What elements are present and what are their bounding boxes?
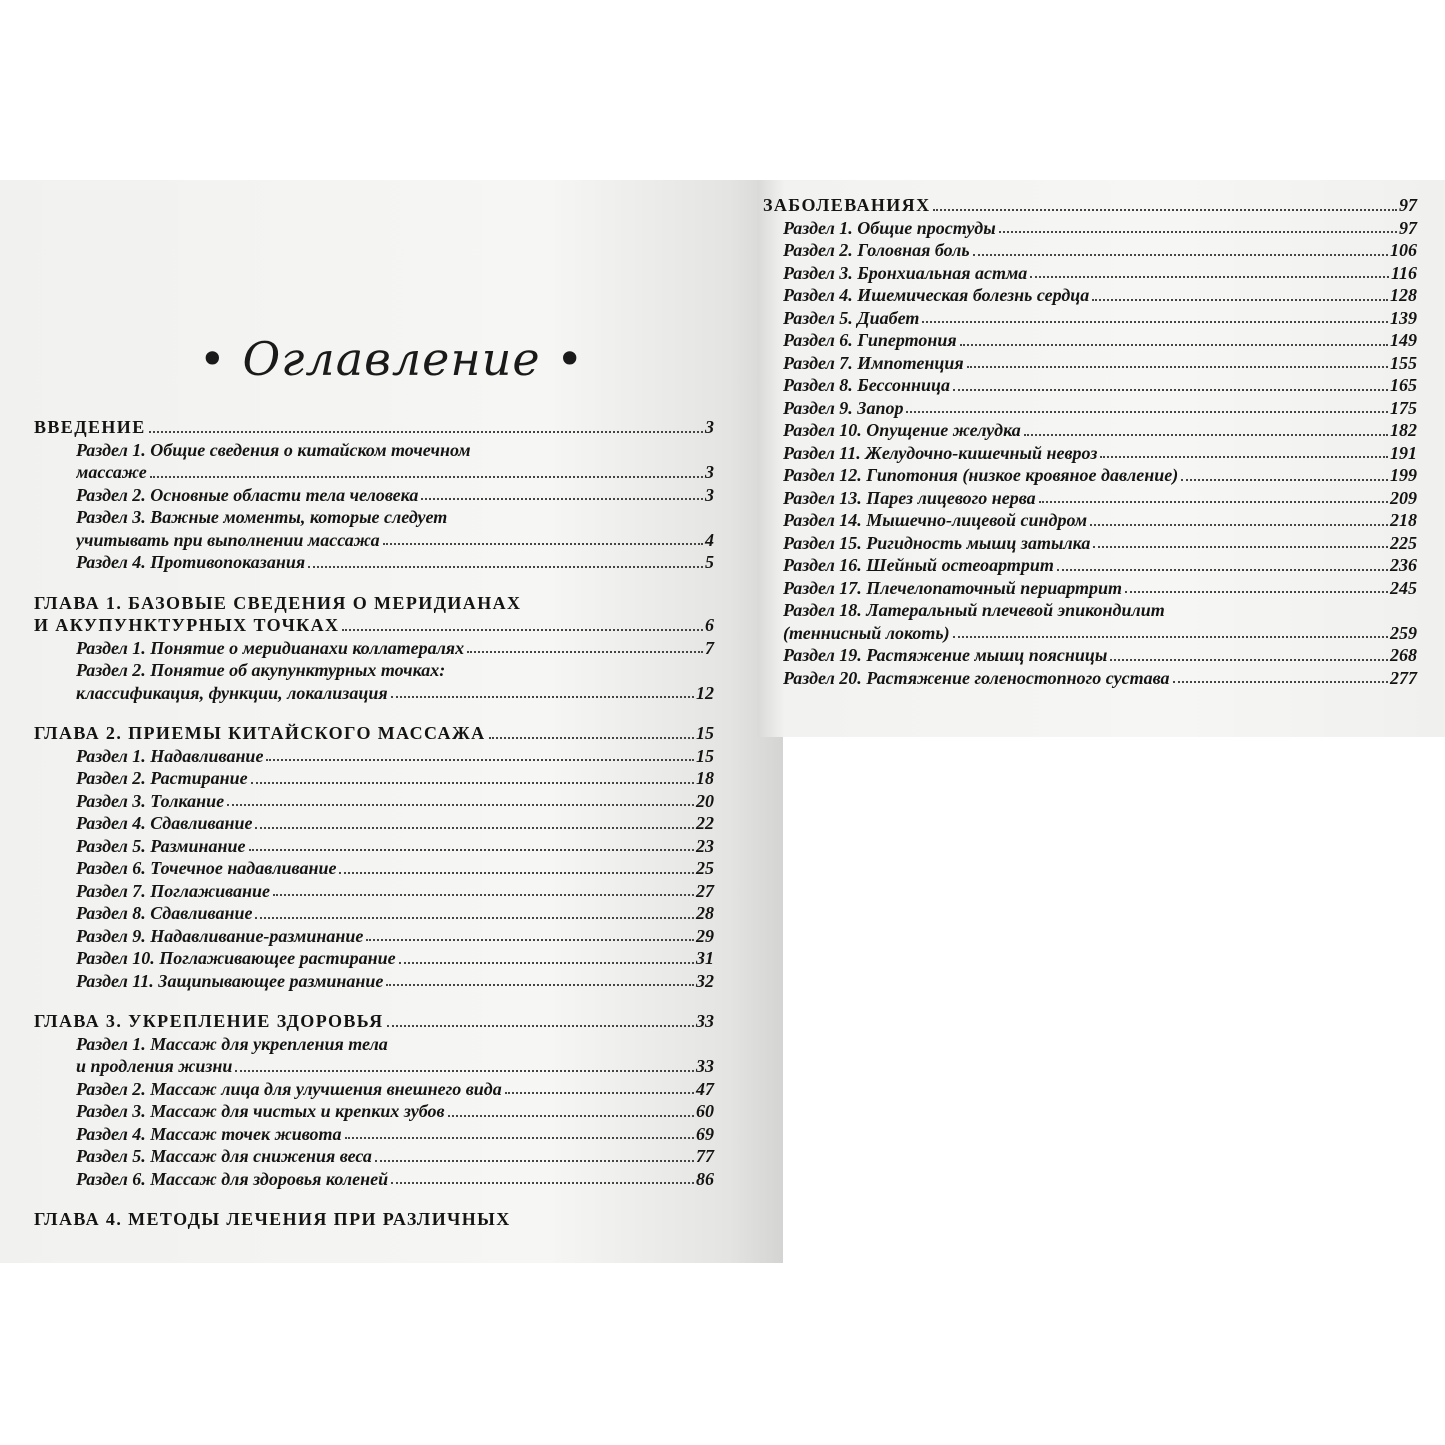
toc-section-entry[interactable] [34,439,714,462]
toc-entry-title: Раздел 11. Желудочно-кишечный невроз [783,442,1098,463]
toc-dot-leader [255,916,694,919]
toc-page-number: 5 [705,552,714,572]
toc-left-column [34,416,714,1231]
toc-page-number: 33 [696,1056,714,1076]
toc-section-entry[interactable] [763,352,1417,375]
toc-section-entry[interactable] [763,464,1417,487]
toc-page-number: 106 [1390,240,1417,260]
toc-section-entry[interactable] [763,644,1417,667]
toc-section-entry[interactable] [34,1168,714,1191]
toc-chapter-heading[interactable] [34,592,714,615]
toc-dot-leader [1024,433,1388,436]
toc-page-number: 12 [696,682,714,703]
toc-section-entry[interactable] [34,1078,714,1101]
toc-entry-title: Раздел 4. Массаж точек живота [76,1123,342,1144]
toc-dot-leader [345,1136,694,1139]
toc-dot-leader [1030,275,1389,278]
toc-dot-leader [1090,523,1388,526]
toc-page-number: 3 [705,417,714,437]
toc-page-number: 259 [1390,622,1417,643]
toc-dot-leader [933,208,1397,211]
toc-entry-title: Раздел 10. Опущение желудка [783,420,1021,440]
toc-entry-title: Раздел 7. Импотенция [783,352,964,373]
toc-dot-leader [391,695,694,698]
toc-section-entry[interactable] [34,970,714,993]
toc-page-number: 225 [1390,532,1417,553]
toc-page-number: 18 [696,768,714,788]
toc-entry-title: Раздел 2. Массаж лица для улучшения внешнего вида [76,1078,502,1099]
toc-page-number: 245 [1390,577,1417,598]
toc-entry-title: Раздел 3. Массаж для чистых и крепких зубов [76,1101,445,1121]
toc-page-number: 3 [705,462,714,482]
toc-section-entry[interactable] [763,509,1417,532]
toc-dot-leader [1093,545,1388,548]
toc-entry-title: Раздел 15. Ригидность мышц затылка [783,532,1091,553]
toc-dot-leader [249,848,694,851]
toc-entry-title: Раздел 14. Мышечно-лицевой синдром [783,510,1088,530]
toc-dot-leader [342,628,703,631]
toc-entry-title: ЗАБОЛЕВАНИЯХ [763,195,931,215]
toc-page-number: 47 [696,1078,714,1099]
toc-section-entry[interactable] [34,637,714,660]
toc-dot-leader [953,635,1388,638]
toc-section-entry[interactable] [34,947,714,970]
toc-section-entry[interactable] [34,506,714,529]
toc-dot-leader [922,320,1388,323]
toc-page-number: 27 [696,880,714,901]
toc-section-entry[interactable] [34,1100,714,1123]
toc-section-entry[interactable] [763,442,1417,465]
toc-entry-title: Раздел 1. Понятие о меридианахи коллатералях [76,637,465,658]
toc-gap [34,574,714,592]
toc-entry-title: Раздел 3. Важные моменты, которые следует [76,507,448,527]
toc-section-entry[interactable] [763,217,1417,240]
toc-page-number: 29 [696,925,714,946]
toc-section-entry[interactable] [763,667,1417,690]
toc-entry-title: Раздел 9. Запор [783,397,904,418]
toc-entry-title: ГЛАВА 4. МЕТОДЫ ЛЕЧЕНИЯ ПРИ РАЗЛИЧНЫХ [34,1209,511,1229]
toc-section-entry[interactable] [34,902,714,925]
toc-section-entry[interactable] [34,1055,714,1078]
toc-entry-title: Раздел 7. Поглаживание [76,880,271,901]
toc-page-number: 25 [696,858,714,878]
toc-entry-title: Раздел 5. Массаж для снижения веса [76,1146,372,1166]
toc-right-column [763,194,1417,689]
toc-page-number: 86 [696,1168,714,1189]
toc-dot-leader [973,253,1388,256]
toc-entry-title: Раздел 4. Сдавливание [76,813,253,833]
toc-dot-leader [999,230,1397,233]
toc-page-number: 20 [696,790,714,811]
toc-entry-title: Раздел 11. Защипывающее разминание [76,970,384,991]
toc-chapter-heading[interactable] [34,614,714,637]
toc-section-entry[interactable] [34,682,714,705]
toc-section-entry[interactable] [763,419,1417,442]
toc-section-entry[interactable] [763,284,1417,307]
toc-section-entry[interactable] [34,880,714,903]
toc-dot-leader [1100,455,1388,458]
toc-chapter-heading[interactable] [34,1208,714,1231]
toc-dot-leader [1039,500,1388,503]
toc-section-entry[interactable] [763,554,1417,577]
toc-entry-title: Раздел 1. Общие простуды [783,217,996,238]
toc-dot-leader [906,410,1388,413]
toc-section-entry[interactable] [34,745,714,768]
toc-dot-leader [308,565,703,568]
toc-section-entry[interactable] [34,767,714,790]
toc-page-number: 28 [696,903,714,923]
toc-dot-leader [505,1091,694,1094]
toc-entry-title: Раздел 2. Понятие об акупунктурных точках: [76,660,446,680]
toc-page-number: 218 [1390,510,1417,530]
toc-entry-title: ВВЕДЕНИЕ [34,417,146,437]
toc-page-number: 155 [1390,352,1417,373]
toc-section-entry[interactable] [763,329,1417,352]
toc-section-entry[interactable] [34,529,714,552]
toc-page-number: 7 [705,637,714,658]
toc-section-entry[interactable] [34,1145,714,1168]
toc-dot-leader [255,826,694,829]
toc-section-entry[interactable] [34,812,714,835]
toc-dot-leader [1092,298,1388,301]
toc-page-number: 6 [705,615,714,635]
toc-entry-title: Раздел 19. Растяжение мышц поясницы [783,645,1108,665]
toc-entry-title: Раздел 2. Растирание [76,768,248,788]
toc-entry-title: и продления жизни [76,1056,233,1076]
toc-dot-leader [421,497,703,500]
toc-entry-title: Раздел 9. Надавливание-разминание [76,925,364,946]
toc-entry-title: Раздел 4. Ишемическая болезнь сердца [783,285,1090,305]
toc-dot-leader [489,736,694,739]
toc-gap [34,1190,714,1208]
toc-page-number: 22 [696,813,714,833]
toc-dot-leader [1181,478,1388,481]
toc-page-number: 182 [1390,420,1417,440]
toc-page-number: 139 [1390,307,1417,328]
toc-entry-title: Раздел 6. Точечное надавливание [76,858,337,878]
toc-page-number: 15 [696,745,714,766]
toc-page-number: 3 [705,484,714,505]
toc-dot-leader [1125,590,1388,593]
toc-page-number: 60 [696,1101,714,1121]
toc-dot-leader [467,650,703,653]
toc-section-entry[interactable] [763,374,1417,397]
toc-page-number: 209 [1390,487,1417,508]
toc-entry-title: Раздел 1. Массаж для укрепления тела [76,1033,388,1054]
toc-page-number: 77 [696,1146,714,1166]
toc-chapter-heading[interactable] [763,194,1417,217]
left-page [0,180,783,1263]
toc-dot-leader [383,542,703,545]
toc-page-number: 32 [696,970,714,991]
toc-section-entry[interactable] [34,1123,714,1146]
toc-section-entry[interactable] [34,484,714,507]
toc-entry-title: Раздел 8. Бессонница [783,375,951,395]
toc-dot-leader [227,803,694,806]
toc-section-entry[interactable] [763,397,1417,420]
toc-entry-title: Раздел 8. Сдавливание [76,903,253,923]
toc-page-number: 97 [1399,195,1417,215]
toc-section-entry[interactable] [763,599,1417,622]
toc-entry-title: Раздел 2. Основные области тела человека [76,484,419,505]
toc-page-number: 97 [1399,217,1417,238]
toc-section-entry[interactable] [763,239,1417,262]
toc-page-number: 268 [1390,645,1417,665]
toc-section-entry[interactable] [34,857,714,880]
toc-entry-title: ГЛАВА 1. БАЗОВЫЕ СВЕДЕНИЯ О МЕРИДИАНАХ [34,592,522,613]
toc-section-entry[interactable] [34,790,714,813]
toc-section-entry[interactable] [34,461,714,484]
toc-page-number: 69 [696,1123,714,1144]
toc-entry-title: Раздел 18. Латеральный плечевой эпикондилит [783,600,1165,620]
toc-entry-title: учитывать при выполнении массажа [76,529,380,550]
toc-dot-leader [366,938,694,941]
toc-entry-title: Раздел 17. Плечелопаточный периартрит [783,577,1123,598]
toc-entry-title: ГЛАВА 2. ПРИЕМЫ КИТАЙСКОГО МАССАЖА [34,723,486,743]
toc-entry-title: Раздел 5. Диабет [783,307,920,328]
toc-gap [34,704,714,722]
toc-section-entry[interactable] [763,577,1417,600]
toc-dot-leader [235,1069,694,1072]
toc-entry-title: массаже [76,462,147,482]
toc-entry-title: Раздел 3. Толкание [76,790,225,811]
toc-entry-title: Раздел 10. Поглаживающее растирание [76,948,396,968]
toc-page-number: 33 [696,1011,714,1031]
toc-section-entry[interactable] [763,622,1417,645]
toc-dot-leader [251,781,694,784]
toc-page-number: 277 [1390,667,1417,688]
toc-page-number: 199 [1390,465,1417,485]
toc-dot-leader [273,893,694,896]
toc-dot-leader [967,365,1388,368]
toc-entry-title: Раздел 6. Массаж для здоровья коленей [76,1168,389,1189]
toc-page-number: 175 [1390,397,1417,418]
toc-page-number: 116 [1390,262,1417,283]
toc-entry-title: Раздел 3. Бронхиальная астма [783,262,1028,283]
toc-dot-leader [149,430,703,433]
toc-entry-title: Раздел 1. Надавливание [76,745,264,766]
toc-dot-leader [1057,568,1388,571]
toc-section-entry[interactable] [763,262,1417,285]
toc-page-number: 236 [1390,555,1417,575]
toc-entry-title: Раздел 20. Растяжение голеностопного сустава [783,667,1170,688]
toc-dot-leader [339,871,694,874]
toc-section-entry[interactable] [763,307,1417,330]
toc-dot-leader [375,1159,694,1162]
toc-entry-title: классификация, функции, локализация [76,682,388,703]
toc-page-number: 165 [1390,375,1417,395]
toc-page-number: 23 [696,835,714,856]
toc-entry-title: Раздел 1. Общие сведения о китайском точечном [76,439,471,460]
toc-dot-leader [386,983,694,986]
toc-page-number: 191 [1390,442,1417,463]
toc-entry-title: (теннисный локоть) [783,622,950,643]
toc-page-number: 15 [696,723,714,743]
toc-entry-title: Раздел 16. Шейный остеоартрит [783,555,1054,575]
toc-page-number: 31 [696,948,714,968]
toc-section-entry[interactable] [34,835,714,858]
toc-section-entry[interactable] [34,925,714,948]
toc-entry-title: Раздел 13. Парез лицевого нерва [783,487,1036,508]
toc-section-entry[interactable] [34,659,714,682]
toc-dot-leader [1110,658,1388,661]
toc-entry-title: Раздел 4. Противопоказания [76,552,306,572]
toc-section-entry[interactable] [763,487,1417,510]
toc-section-entry[interactable] [34,551,714,574]
toc-dot-leader [150,475,703,478]
toc-dot-leader [387,1024,694,1027]
toc-dot-leader [960,343,1388,346]
toc-dot-leader [953,388,1388,391]
toc-entry-title: Раздел 6. Гипертония [783,330,957,350]
toc-chapter-heading[interactable] [34,722,714,745]
toc-section-entry[interactable] [34,1033,714,1056]
toc-entry-title: ГЛАВА 3. УКРЕПЛЕНИЕ ЗДОРОВЬЯ [34,1011,384,1031]
toc-page-number: 4 [705,529,714,550]
toc-page-number: 128 [1390,285,1417,305]
toc-gap [34,992,714,1010]
toc-dot-leader [391,1181,694,1184]
toc-page-number: 149 [1390,330,1417,350]
right-page [757,180,1445,737]
toc-chapter-heading[interactable] [34,1010,714,1033]
toc-dot-leader [448,1114,694,1117]
toc-chapter-heading[interactable] [34,416,714,439]
toc-entry-title: И АКУПУНКТУРНЫХ ТОЧКАХ [34,615,340,635]
toc-section-entry[interactable] [763,532,1417,555]
toc-entry-title: Раздел 12. Гипотония (низкое кровяное давление) [783,465,1179,485]
toc-entry-title: Раздел 2. Головная боль [783,240,970,260]
toc-dot-leader [266,758,694,761]
toc-dot-leader [1173,680,1388,683]
toc-dot-leader [399,961,694,964]
toc-entry-title: Раздел 5. Разминание [76,835,246,856]
page-title: • Оглавление • [198,332,585,386]
